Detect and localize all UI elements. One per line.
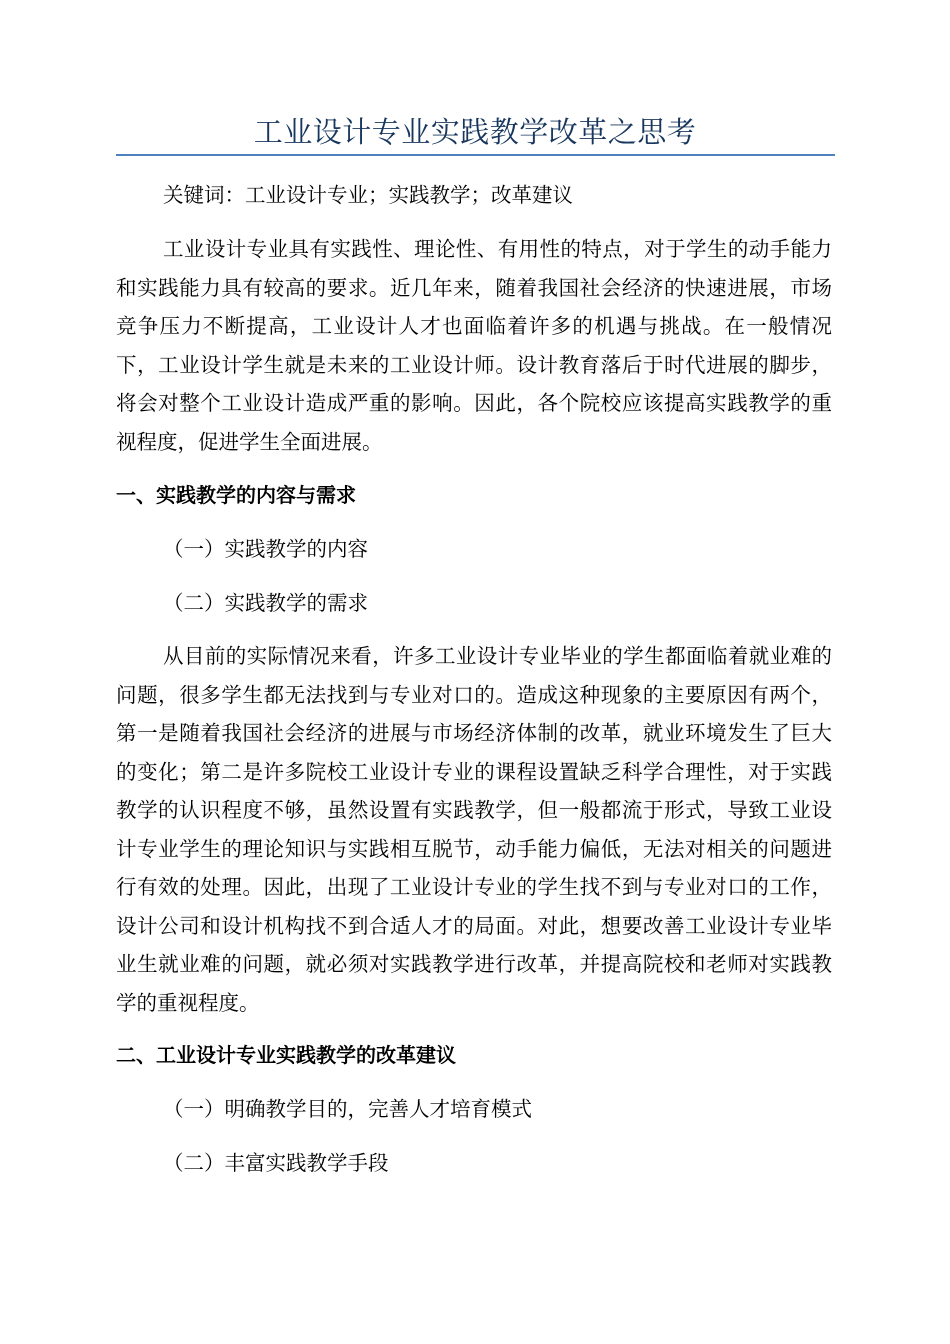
section-1-subheading-2: （二）实践教学的需求: [163, 591, 368, 615]
intro-paragraph: 工业设计专业具有实践性、理论性、有用性的特点，对于学生的动手能力和实践能力具有较高的要求。近几年来，随着我国社会经济的快速进展，市场竞争压力不断提高，工业设计人才也面临着许多的机遇与挑战。在一般情况下，工业设计学生就是未来的工业设计师。设计教育落后于时代进展的脚步，将会对整个工业设计造成严重的影响。因此，各个院校应该提高实践教学的重视程度，促进学生全面进展。: [116, 237, 832, 454]
keywords-line: 关键词：工业设计专业；实践教学；改革建议: [163, 183, 573, 207]
section-1-body-paragraph: 从目前的实际情况来看，许多工业设计专业毕业的学生都面临着就业难的问题，很多学生都无法找到与专业对口的。造成这种现象的主要原因有两个，第一是随着我国社会经济的进展与市场经济体制的改革，就业环境发生了巨大的变化；第二是许多院校工业设计专业的课程设置缺乏科学合理性，对于实践教学的认识程度不够，虽然设置有实践教学，但一般都流于形式，导致工业设计专业学生的理论知识与实践相互脱节，动手能力偏低，无法对相关的问题进行有效的处理。因此，出现了工业设计专业的学生找不到与专业对口的工作，设计公司和设计机构找不到合适人才的局面。对此，想要改善工业设计专业毕业生就业难的问题，就必须对实践教学进行改革，并提高院校和老师对实践教学的重视程度。: [116, 644, 832, 1015]
document-title: 工业设计专业实践教学改革之思考: [253, 115, 697, 149]
section-1-subheading-1: （一）实践教学的内容: [163, 537, 368, 561]
section-2-heading: 二、工业设计专业实践教学的改革建议: [116, 1043, 456, 1067]
section-1-heading: 一、实践教学的内容与需求: [116, 483, 356, 507]
section-2-subheading-2: （二）丰富实践教学手段: [163, 1151, 389, 1175]
section-2-subheading-1: （一）明确教学目的，完善人才培育模式: [163, 1097, 532, 1121]
title-underline: [116, 154, 835, 156]
